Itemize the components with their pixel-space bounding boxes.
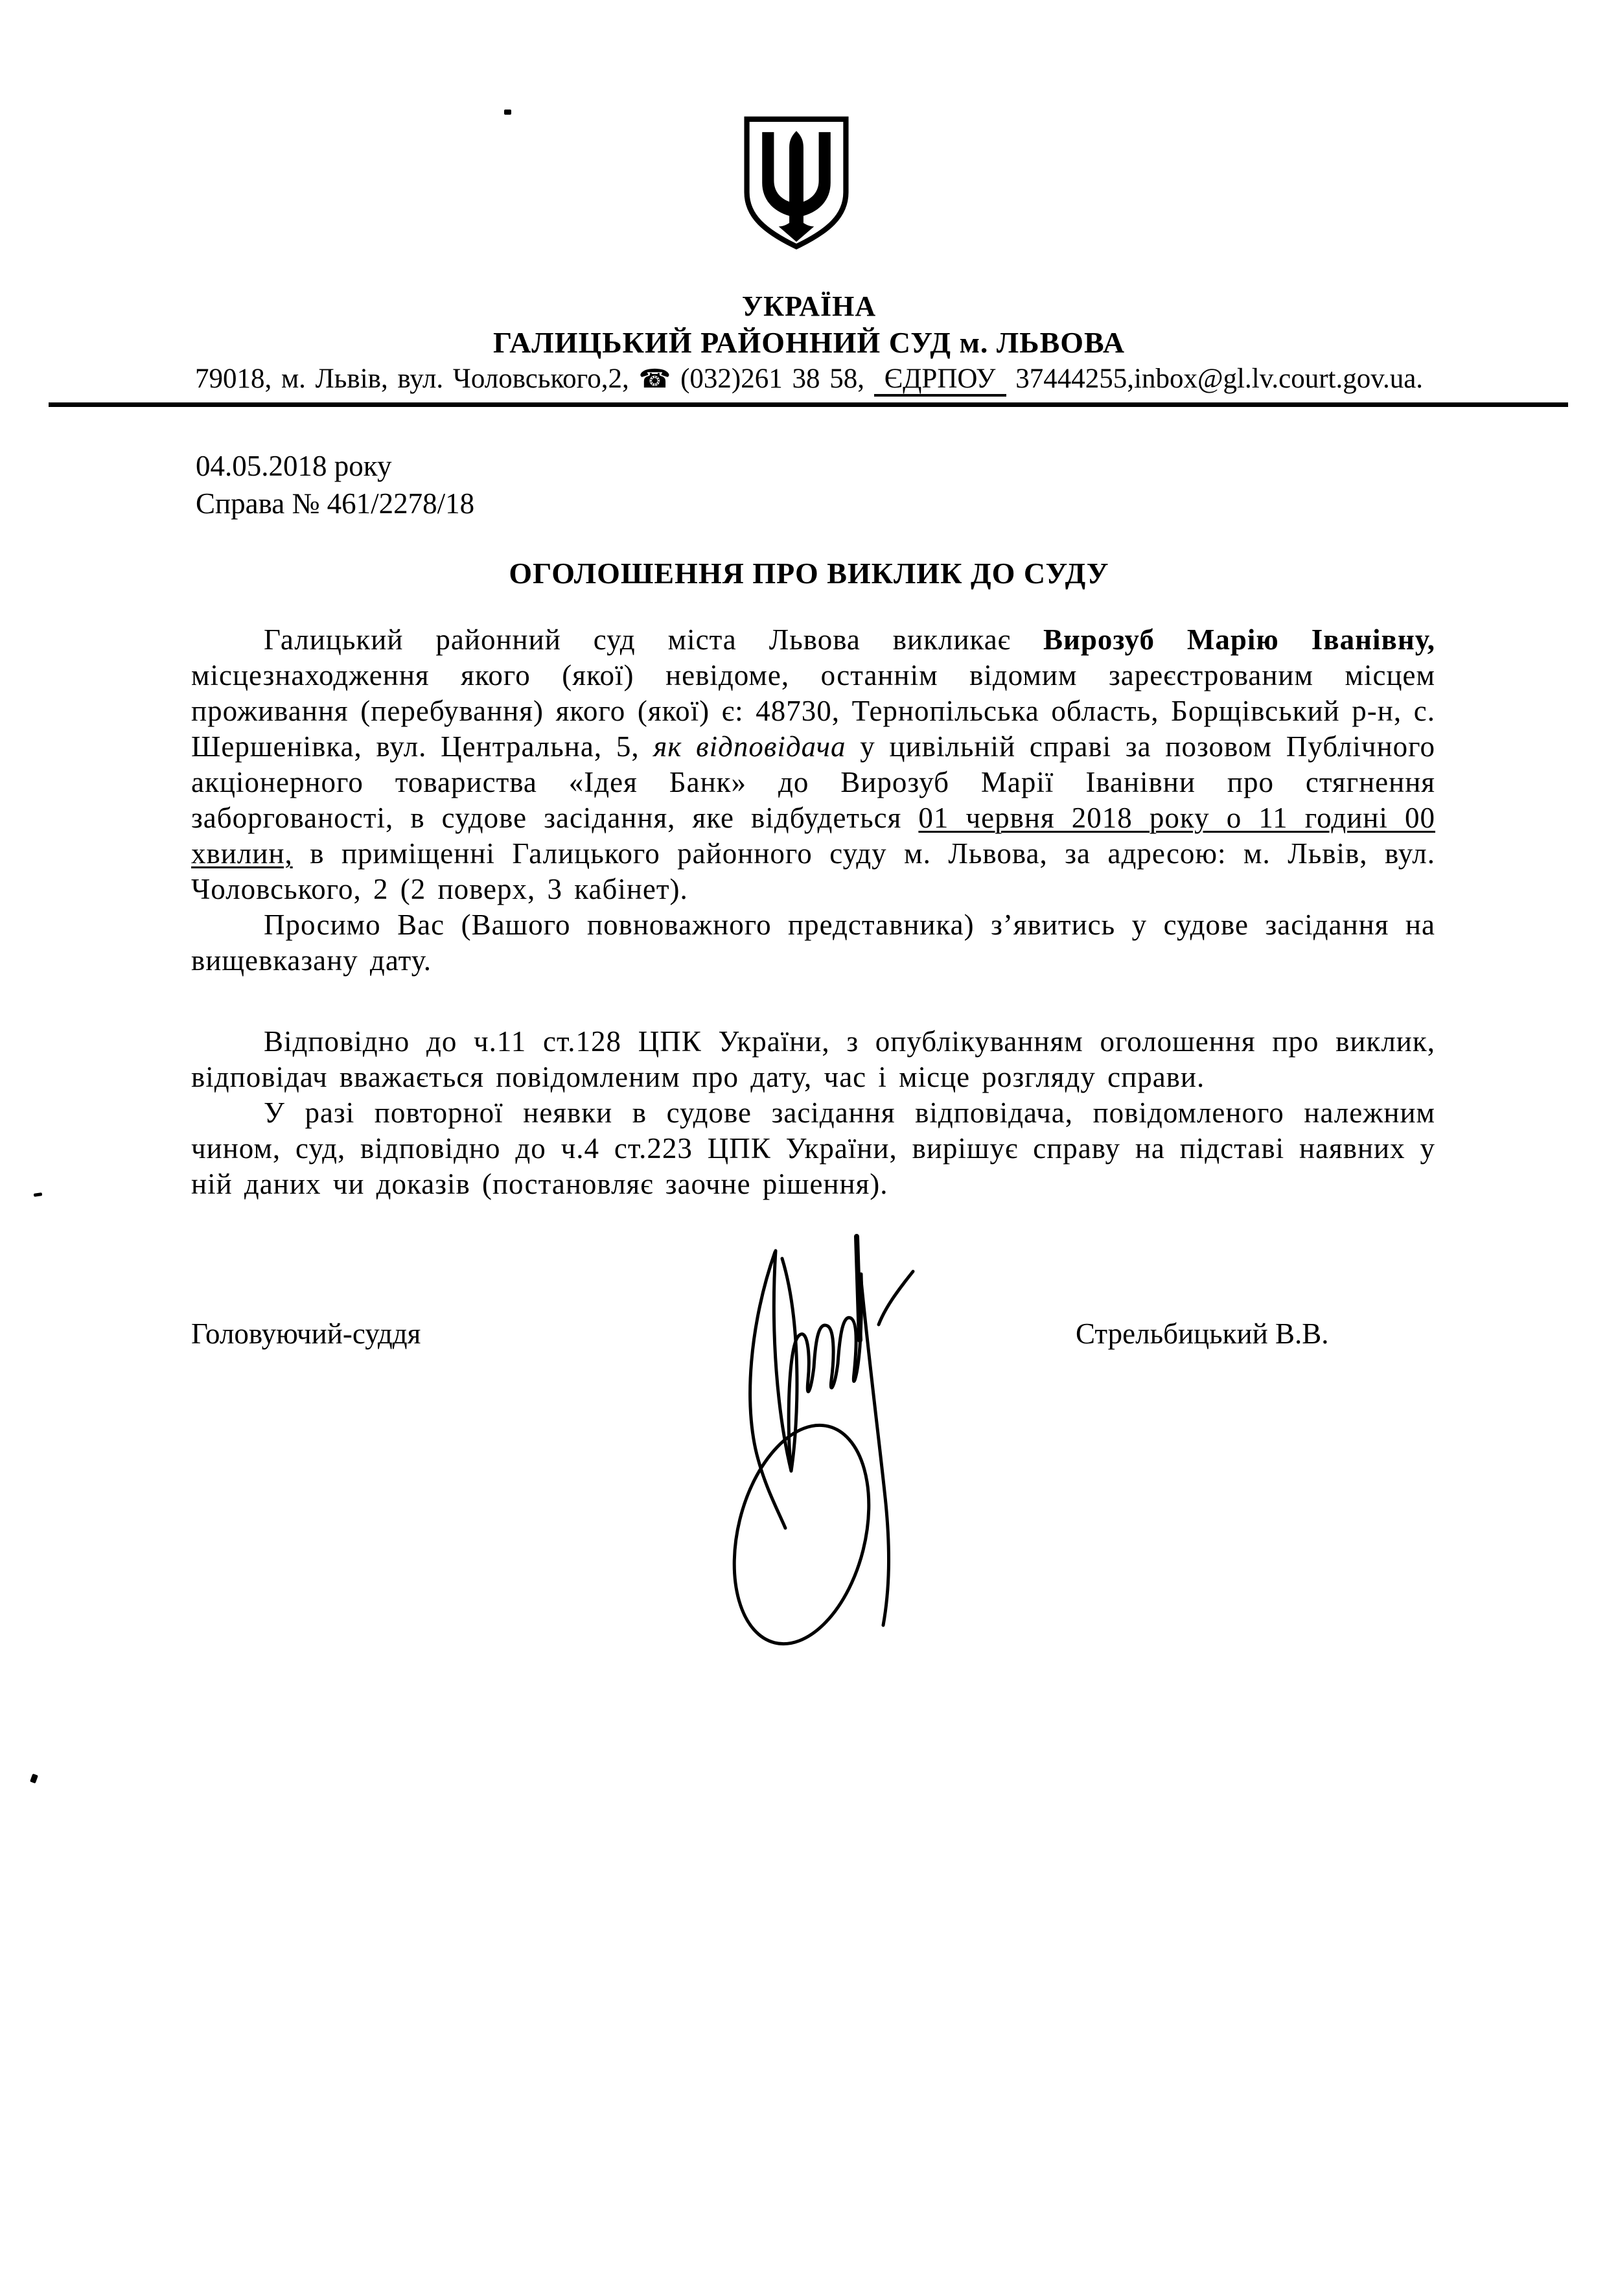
edrpou-label: ЄДРПОУ <box>874 364 1006 397</box>
defendant-address: місцезнаходження якого (якої) невідоме, останнім відомим зареєстрованим місцем проживання (перебування) якого (якої) є: 48730, Тернопільська область, Борщівський р-н, с. Шершенівка, вул. Центральна, 5, <box>191 659 1435 763</box>
telephone-icon: ☎ <box>638 364 671 394</box>
paragraph-default-judgment: У разі повторної неявки в судове засідання відповідача, повідомленого належним чином, суд, відповідно до ч.4 ст.223 ЦПК України, вирішує справу на підставі наявних у ній даних чи доказів (постановляє заочне рішення). <box>191 1096 1435 1200</box>
document-title: ОГОЛОШЕННЯ ПРО ВИКЛИК ДО СУДУ <box>509 557 1109 590</box>
summons-intro: Галицький районний суд міста Львова викликає <box>264 623 1043 656</box>
hearing-location: в приміщенні Галицького районного суду м. Львова, за адресою: м. Львів, вул. Чоловського, 2 (2 поверх, 3 кабінет). <box>191 837 1435 905</box>
document-body <box>191 622 1435 1202</box>
scan-speck <box>30 1774 38 1783</box>
hearing-datetime: 01 червня 2018 року о 11 годині 00 хвилин, <box>191 802 1435 870</box>
document-meta <box>196 447 474 522</box>
scan-speck <box>34 1192 43 1197</box>
case-description: у цивільній справі за позовом Публічного акціонерного товариства «Ідея Банк» до Вирозуб Марії Іванівни про стягнення заборгованості, в судове засідання, яке відбудеться <box>191 730 1435 834</box>
court-name: ГАЛИЦЬКИЙ РАЙОННИЙ СУД м. ЛЬВОВА <box>492 326 1126 359</box>
document-date: 04.05.2018 року <box>196 450 392 482</box>
judge-signature <box>700 1217 972 1664</box>
address-right: 37444255,inbox@gl.lv.court.gov.ua. <box>1006 364 1424 394</box>
header-divider <box>49 402 1568 407</box>
judge-role-label: Головуючий-суддя <box>191 1317 421 1350</box>
case-number: Справа № 461/2278/18 <box>196 487 475 520</box>
paragraph-summons <box>191 622 1435 907</box>
defendant-name: Вирозуб Марію Іванівну, <box>1043 623 1435 656</box>
judge-name: Стрельбицький В.В. <box>1076 1317 1329 1350</box>
paragraph-request: Просимо Вас (Вашого повноважного представника) з’явитись у судове засідання на вищевказану дату. <box>191 909 1435 977</box>
address-phone: (032)261 38 58, <box>671 364 874 394</box>
address-left: 79018, м. Львів, вул. Чоловського,2, <box>194 364 639 394</box>
court-address-line <box>0 363 1618 395</box>
ukraine-coat-of-arms-icon <box>737 114 855 254</box>
paragraph-legal-notice: Відповідно до ч.11 ст.128 ЦПК України, з опублікуванням оголошення про виклик, відповідач вважається повідомленим про дату, час і місце розгляду справи. <box>191 1025 1435 1093</box>
country-title: УКРАЇНА <box>741 290 877 322</box>
defendant-role: як відповідача <box>653 730 846 763</box>
scan-speck <box>504 110 511 115</box>
